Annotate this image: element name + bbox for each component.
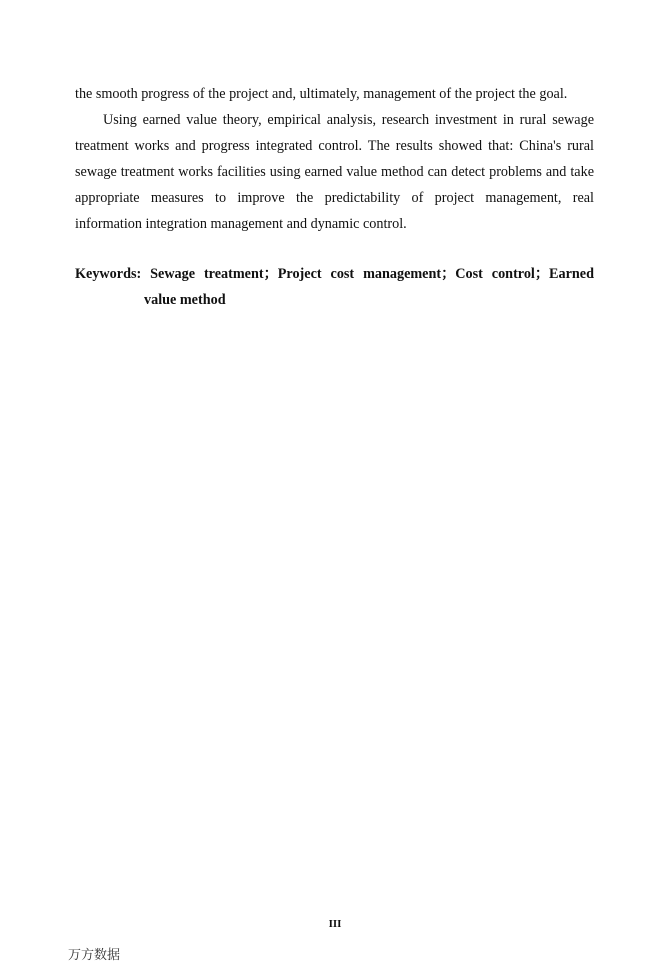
abstract-paragraph-continued: the smooth progress of the project and, ultimately, management of the project the goal.: [75, 86, 568, 102]
keywords-line: [75, 261, 594, 313]
page-number: III: [328, 918, 342, 930]
abstract-paragraph: Using earned value theory, empirical analysis, research investment in rural sewage treatment works and progress integrated control. The results showed that: China's rural sewage treatment works facilities using earned value method can detect problems and take appropriate measures to improve the predictability of project management, real information integration management and dynamic control.: [75, 112, 594, 232]
keywords-text: Sewage treatment；Project cost management；Cost control；Earned value method: [144, 266, 594, 308]
watermark-text: 万方数据: [68, 948, 121, 963]
keywords-label: Keywords:: [75, 266, 142, 282]
